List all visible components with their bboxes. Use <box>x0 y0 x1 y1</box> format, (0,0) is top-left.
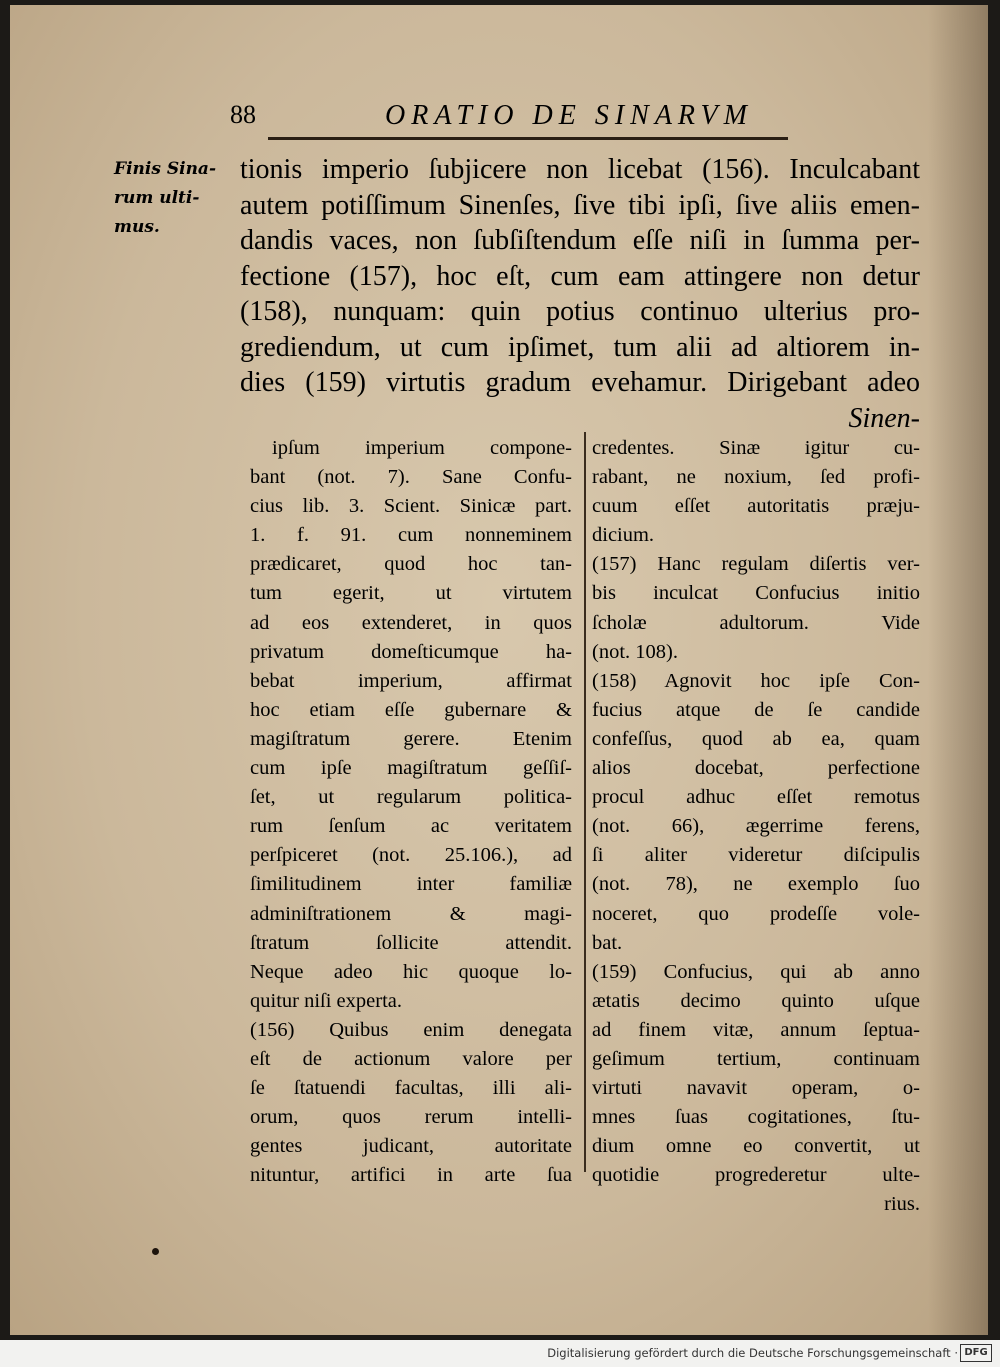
footnote-line: ſet, ut regularum politica- <box>250 786 572 809</box>
running-title: ORATIO DE SINARVM <box>385 100 753 131</box>
footnote-line: ætatis decimo quinto uſque <box>592 989 920 1012</box>
footnote-line: (156) Quibus enim denegata <box>250 1018 572 1041</box>
footnote-line: procul adhuc eſſet remotus <box>592 786 920 809</box>
footnote-line: credentes. Sinæ igitur cu- <box>592 437 920 459</box>
footnote-line: ſe ſtatuendi facultas, illi ali- <box>250 1077 572 1100</box>
footnote-line: (157) Hanc regulam diſertis ver- <box>592 553 920 576</box>
main-text-line: (158), nunquam: quin potius continuo ulterius pro- <box>240 296 920 327</box>
footnote-line: ipſum imperium compone- <box>272 437 572 459</box>
footnote-line: magiſtratum gerere. Etenim <box>250 727 572 750</box>
footnote-line: fucius atque de ſe candide <box>592 698 920 721</box>
footnote-line: quitur niſi experta. <box>250 989 402 1012</box>
gutter-shadow <box>928 5 988 1335</box>
footnote-column-left <box>250 434 572 1190</box>
footnote-line: Neque adeo hic quoque lo- <box>250 960 572 983</box>
footnote-line: ſi aliter videretur diſcipulis <box>592 844 920 867</box>
footnote-line: rabant, ne noxium, ſed profi- <box>592 466 920 489</box>
footnote-line: bant (not. 7). Sane Confu- <box>250 466 572 489</box>
page-header <box>230 100 930 136</box>
catchword: rius. <box>884 1193 920 1216</box>
main-text-line: fectione (157), hoc eſt, cum eam attingere non detur <box>240 260 920 292</box>
ink-dot <box>152 1248 159 1255</box>
footnote-line: geſimum tertium, continuam <box>592 1047 920 1070</box>
main-text-line: dies (159) virtutis gradum evehamur. Dirigebant adeo <box>240 367 920 398</box>
footnote-line: ad finem vitæ, annum ſeptua- <box>592 1018 920 1041</box>
funding-credit: Digitalisierung gefördert durch die Deutsche Forschungsgemeinschaft · <box>547 1346 958 1360</box>
header-rule <box>268 137 788 140</box>
main-text-line: autem potiſſimum Sinenſes, ſive tibi ipſi, ſive aliis emen- <box>240 189 920 221</box>
footnote-line: (158) Agnovit hoc ipſe Con- <box>592 669 920 692</box>
footnote-line: tum egerit, ut virtutem <box>250 582 572 605</box>
footer-bar <box>0 1340 1000 1367</box>
footnote-line: gentes judicant, autoritate <box>250 1135 572 1158</box>
footnote-line: privatum domeſticumque ha- <box>250 640 572 663</box>
footnote-line: cius lib. 3. Scient. Sinicæ part. <box>250 495 572 518</box>
footnote-line: perſpiceret (not. 25.106.), ad <box>250 844 572 867</box>
footnote-line: rum ſenſum ac veritatem <box>250 815 572 838</box>
footnote-line: (159) Confucius, qui ab anno <box>592 960 920 983</box>
footnote-line: bat. <box>592 931 623 954</box>
main-text-line: grediendum, ut cum ipſimet, tum alii ad altiorem in- <box>240 331 920 363</box>
main-text-line: tionis imperio ſubjicere non licebat (156). Inculcabant <box>240 154 920 185</box>
page-number: 88 <box>230 100 256 129</box>
margin-note-line: rum ulti- <box>114 188 200 208</box>
footnote-line: nituntur, artifici in arte ſua <box>250 1164 572 1187</box>
footnote-line: (not. 108). <box>592 640 678 663</box>
main-text-line: dandis vaces, non ſubſiſtendum eſſe niſi in ſumma per- <box>240 225 920 256</box>
footnote-column-right <box>592 434 920 1220</box>
footnote-line: hoc etiam eſſe gubernare & <box>250 698 572 721</box>
footnote-line: eſt de actionum valore per <box>250 1047 572 1070</box>
footnote-line: adminiſtrationem & magi- <box>250 902 572 925</box>
footnote-line: prædicaret, quod hoc tan- <box>250 553 572 576</box>
footnote-line: quotidie progrederetur ulte- <box>592 1164 920 1187</box>
footnote-line: noceret, quo prodeſſe vole- <box>592 902 920 925</box>
footnote-line: alios docebat, perfectione <box>592 757 920 780</box>
column-divider <box>584 432 586 1172</box>
footnote-line: (not. 66), ægerrime ferens, <box>592 815 920 838</box>
footnote-line: ſcholæ adultorum. Vide <box>592 611 920 634</box>
footnote-line: cum ipſe magiſtratum geſſiſ- <box>250 757 572 780</box>
footnote-line: (not. 78), ne exemplo ſuo <box>592 873 920 896</box>
dfg-logo[interactable]: DFG <box>960 1344 992 1362</box>
footnote-line: ſtratum ſollicite attendit. <box>250 931 572 954</box>
footnote-line: bebat imperium, affirmat <box>250 669 572 692</box>
footnote-line: dium omne eo convertit, ut <box>592 1135 920 1158</box>
footnote-line: ad eos extenderet, in quos <box>250 611 572 634</box>
catchword: Sinen- <box>848 402 920 434</box>
footnote-line: virtuti navavit operam, o- <box>592 1077 920 1100</box>
footnote-line: dicium. <box>592 524 655 547</box>
footnote-line: bis inculcat Confucius initio <box>592 582 920 605</box>
footnote-line: 1. f. 91. cum nonneminem <box>250 524 572 547</box>
margin-note <box>114 155 232 242</box>
footnote-line: cuum eſſet autoritatis præju- <box>592 495 920 518</box>
footnote-line: confeſſus, quod ab ea, quam <box>592 727 920 750</box>
margin-note-line: Finis Sina- <box>114 159 216 179</box>
footnote-line: mnes ſuas cogitationes, ſtu- <box>592 1106 920 1129</box>
footnote-line: orum, quos rerum intelli- <box>250 1106 572 1129</box>
margin-note-line: mus. <box>114 217 160 237</box>
main-text <box>240 152 920 436</box>
footnote-line: ſimilitudinem inter familiæ <box>250 873 572 896</box>
